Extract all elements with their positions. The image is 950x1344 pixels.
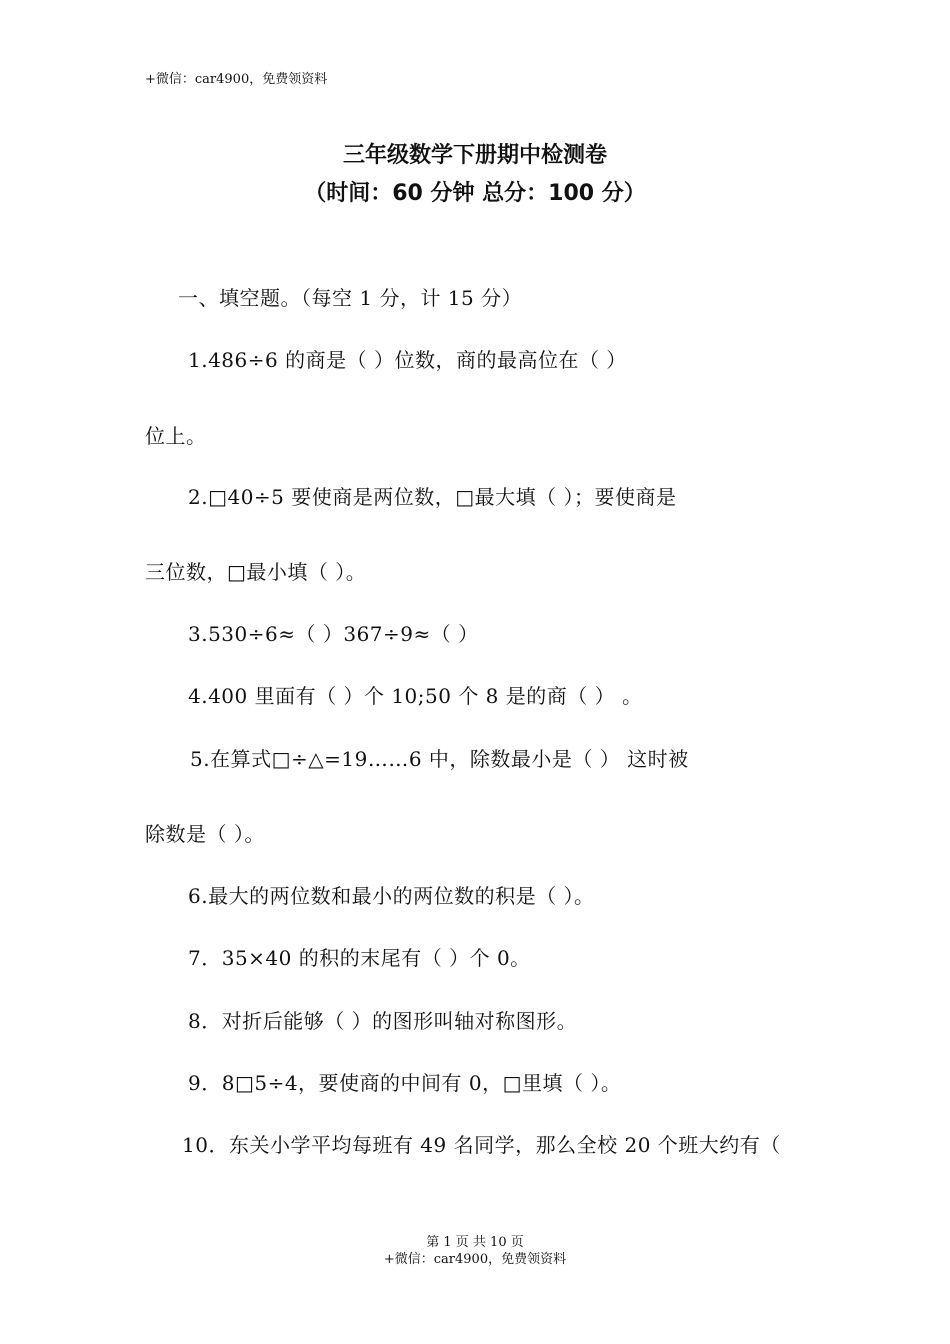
footer-watermark: +微信：car4900，免费领资料 <box>383 1252 567 1267</box>
question-line: 6.最大的两位数和最小的两位数的积是（ ）。 <box>188 884 595 908</box>
header-watermark: +微信：car4900，免费领资料 <box>145 72 328 87</box>
question-line: 位上。 <box>145 424 207 448</box>
question-line: 4.400 里面有（ ）个 10;50 个 8 是的商（ ） 。 <box>188 684 643 708</box>
question-line: 2.□40÷5 要使商是两位数，□最大填（ ）；要使商是 <box>188 485 677 509</box>
question-line: 8．对折后能够（ ）的图形叫轴对称图形。 <box>188 1009 578 1033</box>
page-title: 三年级数学下册期中检测卷 <box>342 143 607 168</box>
question-line: 7．35×40 的积的末尾有（ ）个 0。 <box>188 946 531 970</box>
question-line: 10．东关小学平均每班有 49 名同学，那么全校 20 个班大约有（ <box>182 1133 781 1157</box>
question-line: 三位数，□最小填（ ）。 <box>145 560 367 584</box>
question-line: 3.530÷6≈（ ）367÷9≈（ ） <box>188 622 479 646</box>
section-heading: 一、填空题。（每空 1 分，计 15 分） <box>178 286 523 310</box>
question-line: 9．8□5÷4，要使商的中间有 0，□里填（ ）。 <box>188 1071 622 1095</box>
page-number: 第 1 页 共 10 页 <box>426 1235 524 1250</box>
question-line: 1.486÷6 的商是（ ）位数，商的最高位在（ ） <box>188 348 627 372</box>
page-subtitle: （时间：60 分钟 总分：100 分） <box>304 181 646 206</box>
question-line: 5.在算式□÷△=19……6 中，除数最小是（ ） 这时被 <box>190 747 689 771</box>
question-line: 除数是（ ）。 <box>145 822 265 846</box>
